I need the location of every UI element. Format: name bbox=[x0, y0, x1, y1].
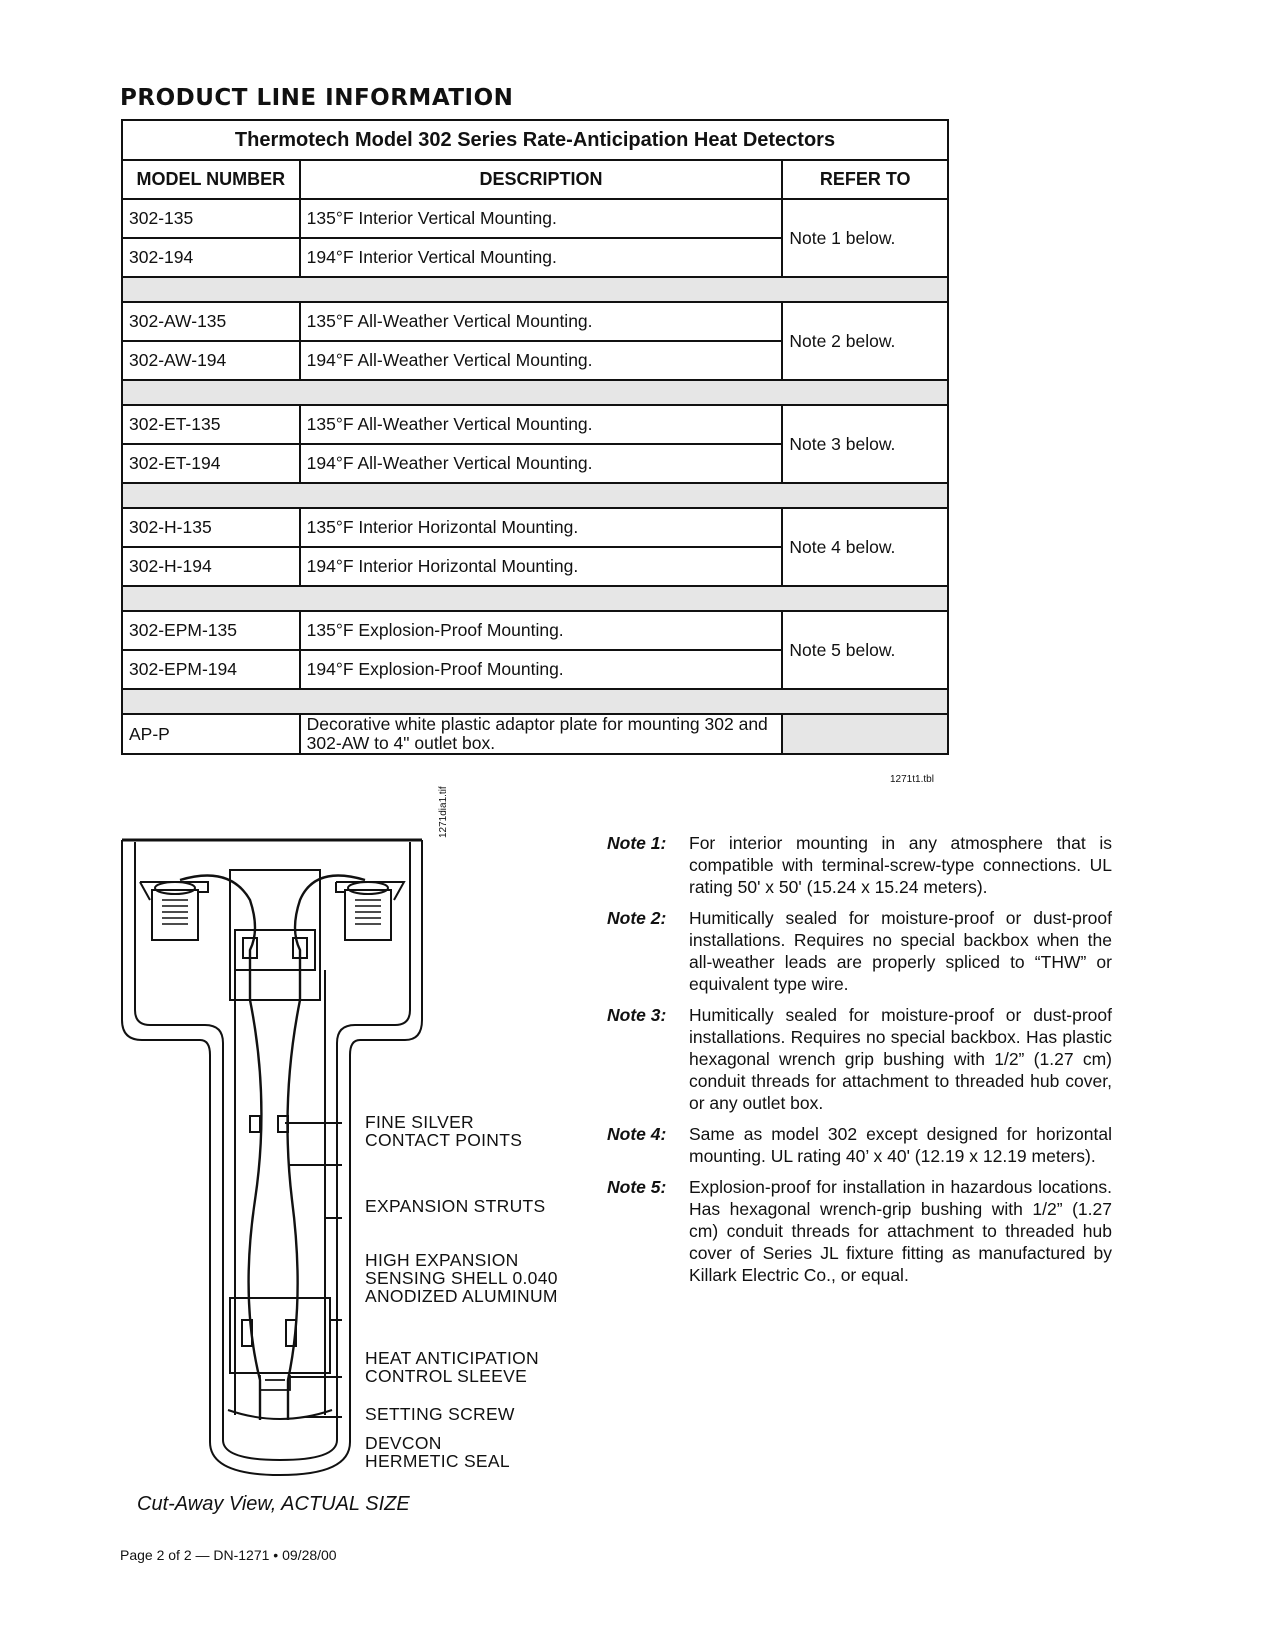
setting-screw bbox=[260, 1375, 290, 1390]
table-row bbox=[122, 405, 948, 444]
label-line: CONTROL SLEEVE bbox=[365, 1366, 528, 1386]
label-line: EXPANSION STRUTS bbox=[365, 1196, 546, 1216]
label-expansion-struts bbox=[365, 1197, 545, 1215]
refer-cell: Note 5 below. bbox=[782, 611, 948, 689]
note-item bbox=[607, 1123, 1112, 1167]
screw-head-right bbox=[348, 882, 388, 894]
note-item bbox=[607, 1176, 1112, 1286]
table-spacer bbox=[122, 380, 948, 405]
note-label: Note 3: bbox=[607, 1005, 667, 1025]
description-cell: 194°F Interior Vertical Mounting. bbox=[300, 238, 783, 277]
notes-section bbox=[607, 832, 1112, 1295]
model-cell: 302-H-194 bbox=[122, 547, 300, 586]
refer-cell: Note 2 below. bbox=[782, 302, 948, 380]
model-cell: 302-EPM-135 bbox=[122, 611, 300, 650]
insulator-block bbox=[235, 930, 315, 970]
table-file-ref: 1271t1.tbl bbox=[890, 774, 934, 785]
contact-point-left bbox=[250, 1116, 260, 1132]
table-row bbox=[122, 302, 948, 341]
terminal-block-left bbox=[152, 890, 198, 940]
page-heading: PRODUCT LINE INFORMATION bbox=[120, 85, 514, 111]
note-label: Note 1: bbox=[607, 833, 667, 853]
screw-head-left bbox=[155, 882, 195, 894]
label-line: HERMETIC SEAL bbox=[365, 1451, 510, 1471]
note-text: Same as model 302 except designed for horizontal mounting. UL rating 40’ x 40' (12.19 x 12.19 meters). bbox=[689, 1124, 1112, 1166]
description-cell: 135°F All-Weather Vertical Mounting. bbox=[300, 302, 783, 341]
label-line: SETTING SCREW bbox=[365, 1404, 515, 1424]
note-label: Note 4: bbox=[607, 1124, 667, 1144]
description-cell: 194°F All-Weather Vertical Mounting. bbox=[300, 444, 783, 483]
description-cell: 194°F All-Weather Vertical Mounting. bbox=[300, 341, 783, 380]
note-item bbox=[607, 1004, 1112, 1114]
label-line: CONTACT POINTS bbox=[365, 1130, 523, 1150]
table-row bbox=[122, 714, 948, 754]
table-spacer bbox=[122, 483, 948, 508]
refer-cell bbox=[782, 714, 948, 754]
label-control-sleeve bbox=[365, 1349, 539, 1385]
label-line: SENSING SHELL 0.040 bbox=[365, 1268, 558, 1288]
refer-cell: Note 4 below. bbox=[782, 508, 948, 586]
table-row bbox=[122, 199, 948, 238]
table-spacer bbox=[122, 689, 948, 714]
column-header-refer: REFER TO bbox=[782, 160, 948, 199]
model-cell: 302-135 bbox=[122, 199, 300, 238]
description-cell: 135°F Interior Vertical Mounting. bbox=[300, 199, 783, 238]
label-line: FINE SILVER bbox=[365, 1112, 474, 1132]
label-line: ANODIZED ALUMINUM bbox=[365, 1286, 558, 1306]
note-text: For interior mounting in any atmosphere that is compatible with terminal-screw-type connections. UL rating 50' x 50' (15.24 x 15.24 meters). bbox=[689, 833, 1112, 897]
description-cell: 135°F All-Weather Vertical Mounting. bbox=[300, 405, 783, 444]
detector-cutaway-diagram bbox=[110, 820, 580, 1500]
description-cell: 194°F Interior Horizontal Mounting. bbox=[300, 547, 783, 586]
model-cell: 302-H-135 bbox=[122, 508, 300, 547]
label-setting-screw bbox=[365, 1405, 515, 1423]
control-sleeve bbox=[230, 1298, 330, 1373]
model-cell: 302-EPM-194 bbox=[122, 650, 300, 689]
terminal-screw-right bbox=[355, 900, 381, 924]
terminal-screw-left bbox=[162, 900, 188, 924]
table-row bbox=[122, 508, 948, 547]
note-item bbox=[607, 907, 1112, 995]
note-item bbox=[607, 832, 1112, 898]
description-cell: 194°F Explosion-Proof Mounting. bbox=[300, 650, 783, 689]
table-spacer bbox=[122, 277, 948, 302]
note-label: Note 2: bbox=[607, 908, 667, 928]
column-header-description: DESCRIPTION bbox=[300, 160, 783, 199]
terminal-block-right bbox=[345, 890, 391, 940]
model-cell: 302-AW-135 bbox=[122, 302, 300, 341]
lead-wire-right bbox=[288, 876, 366, 1421]
note-text: Explosion-proof for installation in hazardous locations. Has hexagonal wrench-grip bushing with 1/2” (1.27 cm) conduit threads for attachment to threaded hub cover of Series JL fixture fitting as manufactured by Killark Electric Co., or equal. bbox=[689, 1177, 1112, 1285]
label-hermetic-seal bbox=[365, 1434, 510, 1470]
label-contact-points bbox=[365, 1113, 522, 1149]
label-sensing-shell bbox=[365, 1251, 558, 1305]
label-line: DEVCON bbox=[365, 1433, 442, 1453]
product-table bbox=[121, 119, 949, 755]
figure-file-ref: 1271dia1.tif bbox=[438, 786, 449, 838]
refer-cell: Note 3 below. bbox=[782, 405, 948, 483]
note-text: Humitically sealed for moisture-proof or dust-proof installations. Requires no special backbox. Has plastic hexagonal wrench grip bushing with 1/2” (1.27 cm) conduit threads for attachment to threaded hub cover, or any outlet box. bbox=[689, 1005, 1112, 1113]
column-header-model: MODEL NUMBER bbox=[122, 160, 300, 199]
figure-caption: Cut-Away View, ACTUAL SIZE bbox=[137, 1493, 410, 1515]
lead-wire-left bbox=[180, 876, 261, 1421]
refer-cell: Note 1 below. bbox=[782, 199, 948, 277]
model-cell: AP-P bbox=[122, 714, 300, 754]
label-line: HEAT ANTICIPATION bbox=[365, 1348, 539, 1368]
model-cell: 302-194 bbox=[122, 238, 300, 277]
table-spacer bbox=[122, 586, 948, 611]
page-footer: Page 2 of 2 — DN-1271 • 09/28/00 bbox=[120, 1547, 337, 1563]
table-title: Thermotech Model 302 Series Rate-Anticipation Heat Detectors bbox=[122, 120, 948, 160]
label-line: HIGH EXPANSION bbox=[365, 1250, 519, 1270]
description-cell: 135°F Interior Horizontal Mounting. bbox=[300, 508, 783, 547]
note-label: Note 5: bbox=[607, 1177, 667, 1197]
model-cell: 302-AW-194 bbox=[122, 341, 300, 380]
description-cell: Decorative white plastic adaptor plate for mounting 302 and 302-AW to 4" outlet box. bbox=[300, 714, 783, 754]
model-cell: 302-ET-194 bbox=[122, 444, 300, 483]
model-cell: 302-ET-135 bbox=[122, 405, 300, 444]
note-text: Humitically sealed for moisture-proof or dust-proof installations. Requires no special backbox when the all-weather leads are properly spliced to “THW” or equivalent type wire. bbox=[689, 908, 1112, 994]
description-cell: 135°F Explosion-Proof Mounting. bbox=[300, 611, 783, 650]
table-row bbox=[122, 611, 948, 650]
